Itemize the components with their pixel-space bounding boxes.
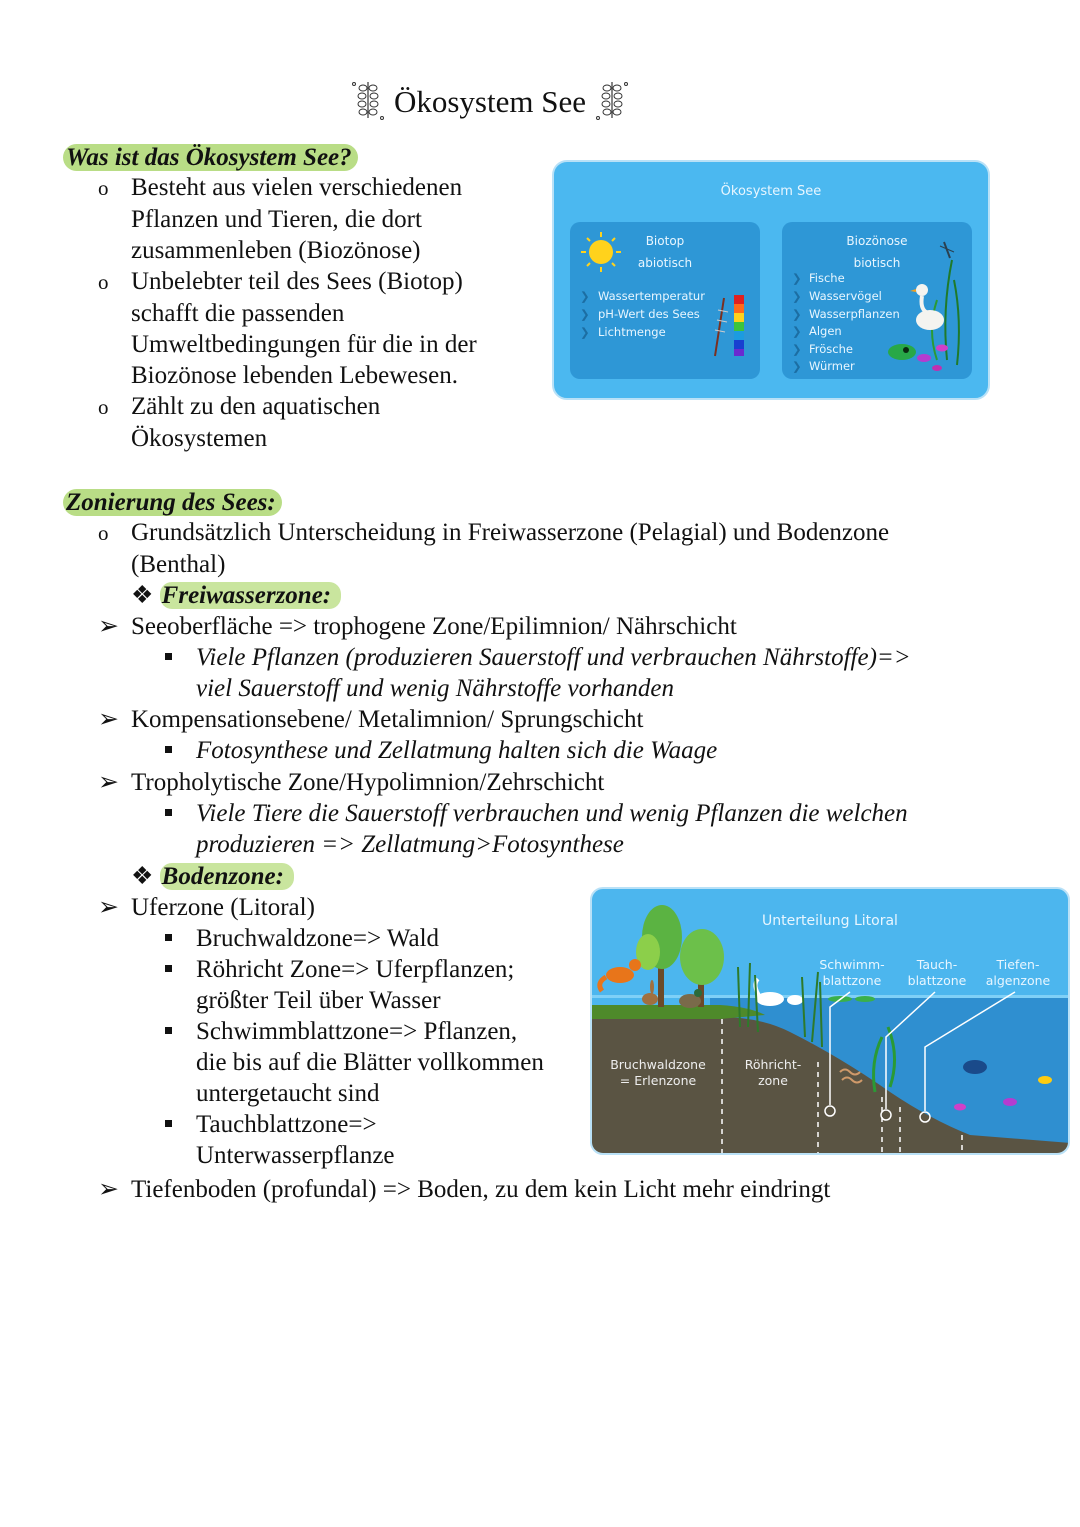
diagram1-title: Ökosystem See <box>720 184 822 199</box>
biozoenose-title: Biozönose <box>846 234 908 248</box>
zone-text: Kompensationsebene/ Metalimnion/ Sprungschicht <box>131 706 644 733</box>
zone-sub-text: Bruchwaldzone=> Wald <box>196 925 440 952</box>
zone-sub-text: Röhricht Zone=> Uferpflanzen; <box>196 956 515 983</box>
label-roehricht-2: zone <box>758 1073 788 1088</box>
svg-text:❯: ❯ <box>792 324 802 338</box>
zone-text: Tropholytische Zone/Hypolimnion/Zehrschicht <box>131 769 605 796</box>
ornament-left-icon <box>350 78 386 122</box>
label-bruchwald-2: = Erlenzone <box>619 1073 697 1088</box>
zone-sub-cont: die bis auf die Blätter vollkommen <box>196 1049 544 1076</box>
zone-sub-text: Viele Tiere die Sauerstoff verbrauchen und wenig Pflanzen die welchen <box>196 800 908 827</box>
label-roehricht-1: Röhricht- <box>744 1057 802 1072</box>
zone-item <box>98 892 315 923</box>
svg-text:❯: ❯ <box>792 342 802 356</box>
svg-text:❯: ❯ <box>792 271 802 285</box>
zoning-intro-text: Grundsätzlich Unterscheidung in Freiwasserzone (Pelagial) und Bodenzone <box>131 519 890 546</box>
zone-item <box>98 611 737 642</box>
zone-sub-item <box>165 735 717 766</box>
biozoenose-item: Fische <box>809 271 845 285</box>
label-schwimm-2: blattzone <box>822 973 882 988</box>
ecosystem-diagram <box>552 160 990 400</box>
free-water-label: Freiwasserzone: <box>160 582 341 609</box>
label-schwimm-1: Schwimm- <box>819 957 885 972</box>
zone-text: Seeoberfläche => trophogene Zone/Epilimnion/ Nährschicht <box>131 613 737 640</box>
svg-text:❯: ❯ <box>792 359 802 373</box>
zoning-intro: o Grundsätzlich Unterscheidung in Freiwasserzone (Pelagial) und Bodenzone (Benthal) <box>98 519 890 578</box>
biotop-title: Biotop <box>645 234 685 248</box>
littoral-diagram <box>590 887 1070 1155</box>
biozoenose-subtitle: biotisch <box>853 256 901 270</box>
littoral-sub-list <box>165 923 544 1171</box>
zone-sub-item <box>165 1109 544 1140</box>
arrow-bullet-icon: ➢ <box>98 894 119 921</box>
list-item-cont: Pflanzen und Tieren, die dort <box>131 206 422 233</box>
free-water-heading <box>131 580 341 611</box>
label-bruchwald-1: Bruchwaldzone <box>610 1057 706 1072</box>
zone-sub-item <box>165 1016 544 1047</box>
section-heading-ecosystem: Was ist das Ökosystem See? <box>63 144 358 171</box>
svg-text:❯: ❯ <box>580 307 590 321</box>
zone-sub-text: Schwimmblattzone=> Pflanzen, <box>196 1018 518 1045</box>
label-tiefen-2: algenzone <box>985 973 1051 988</box>
biotop-subtitle: abiotisch <box>637 256 693 270</box>
biozoenose-item: Würmer <box>809 359 855 373</box>
zone-sub-item <box>165 642 911 673</box>
title-text: Ökosystem See <box>393 84 586 119</box>
biotop-item: Lichtmenge <box>598 325 666 339</box>
label-tauch-2: blattzone <box>907 973 967 988</box>
list-item-text: Besteht aus vielen verschiedenen <box>131 174 463 201</box>
biozoenose-item: Wasserpflanzen <box>809 307 900 321</box>
zone-sub-text: Tauchblattzone=> <box>196 1111 377 1138</box>
list-item-cont: schafft die passenden <box>131 300 345 327</box>
biotop-item: pH-Wert des Sees <box>598 307 700 321</box>
biotop-item: Wassertemperatur <box>598 289 705 303</box>
svg-text:❯: ❯ <box>792 307 802 321</box>
zone-sub-cont: untergetaucht sind <box>196 1080 380 1107</box>
biozoenose-item: Frösche <box>809 342 853 356</box>
zone-sub-cont: Unterwasserpflanze <box>196 1142 395 1169</box>
label-tiefen-1: Tiefen- <box>996 957 1040 972</box>
list-item-cont: zusammenleben (Biozönose) <box>131 237 421 264</box>
list-item: o Unbelebter teil des Sees (Biotop) <box>98 268 463 295</box>
svg-text:❯: ❯ <box>580 325 590 339</box>
zone-sub-cont: produzieren => Zellatmung>Fotosynthese <box>196 831 624 858</box>
list-item: o Besteht aus vielen verschiedenen <box>98 174 463 201</box>
ornament-right-icon <box>594 78 630 122</box>
list-item-text: Zählt zu den aquatischen <box>131 393 381 420</box>
zone-item <box>98 704 643 735</box>
diamond-icon: ❖ <box>131 863 154 890</box>
diamond-icon: ❖ <box>131 582 154 609</box>
zone-sub-item <box>165 923 544 954</box>
zone-item <box>98 1174 830 1205</box>
ground-zone-label: Bodenzone: <box>160 863 294 890</box>
list-item-cont: Biozönose lebenden Lebewesen. <box>131 362 458 389</box>
section-heading-zoning: Zonierung des Sees: <box>63 489 282 516</box>
zone-sub-cont: viel Sauerstoff und wenig Nährstoffe vorhanden <box>196 675 674 702</box>
zone-text: Uferzone (Litoral) <box>131 894 315 921</box>
label-tauch-1: Tauch- <box>916 957 958 972</box>
ground-zone-heading <box>131 861 294 892</box>
page-title <box>0 78 980 122</box>
arrow-bullet-icon: ➢ <box>98 769 119 796</box>
biozoenose-item: Wasservögel <box>809 289 882 303</box>
list-item-cont: Ökosystemen <box>131 425 268 452</box>
arrow-bullet-icon: ➢ <box>98 613 119 640</box>
list-item-text: Unbelebter teil des Sees (Biotop) <box>131 268 463 295</box>
zone-sub-item <box>165 954 544 985</box>
ecosystem-bullet-list <box>98 172 477 454</box>
biozoenose-item: Algen <box>809 324 842 338</box>
arrow-bullet-icon: ➢ <box>98 706 119 733</box>
list-item: o Zählt zu den aquatischen <box>98 393 381 420</box>
svg-text:❯: ❯ <box>580 289 590 303</box>
zone-text: Tiefenboden (profundal) => Boden, zu dem kein Licht mehr eindringt <box>131 1176 831 1203</box>
list-item-cont: Umweltbedingungen für die in der <box>131 331 477 358</box>
zoning-intro-cont: (Benthal) <box>131 551 226 578</box>
svg-text:❯: ❯ <box>792 289 802 303</box>
zone-sub-text: Viele Pflanzen (produzieren Sauerstoff und verbrauchen Nährstoffe)=> <box>196 644 911 671</box>
zone-sub-item <box>165 798 908 829</box>
zone-sub-text: Fotosynthese und Zellatmung halten sich die Waage <box>196 737 718 764</box>
arrow-bullet-icon: ➢ <box>98 1176 119 1203</box>
diagram2-title: Unterteilung Litoral <box>762 913 898 929</box>
zone-item <box>98 767 604 798</box>
zone-sub-cont: größter Teil über Wasser <box>196 987 441 1014</box>
